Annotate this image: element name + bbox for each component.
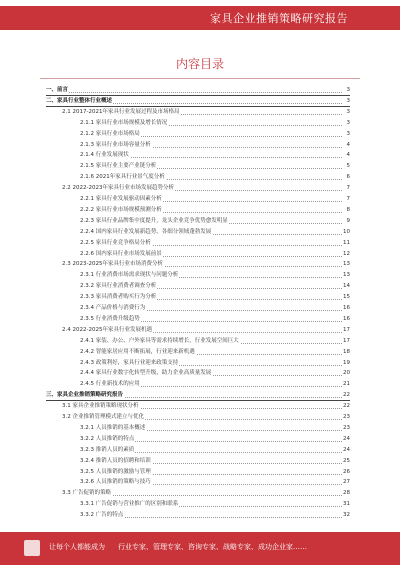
toc-page-number: 17 <box>343 337 350 344</box>
toc-page-number: 23 <box>343 414 350 420</box>
toc-entry-label: 2.4.1 家装、办公、户外家具等需求持续增长，行业发展空间巨大 <box>80 337 239 344</box>
toc-entry[interactable] <box>0 250 400 258</box>
toc-entry[interactable] <box>0 489 400 497</box>
toc-page-number: 18 <box>343 348 350 355</box>
toc-entry[interactable] <box>0 130 400 138</box>
toc-entry-label: 2.2 2022-2023年家具行业市场发展趋势分析 <box>62 185 174 192</box>
section-underline <box>46 400 350 401</box>
toc-entry[interactable] <box>0 304 400 312</box>
toc-page-number: 10 <box>343 228 350 235</box>
toc-page-number: 13 <box>343 272 350 279</box>
toc-page-number: 3 <box>346 119 350 126</box>
toc-entry[interactable] <box>0 424 400 432</box>
toc-entry-label: 3.1 家具企业推销策略现状分析 <box>62 403 139 410</box>
toc-entry-label: 3.2.1 人员推销的基本概述 <box>80 424 146 431</box>
toc-page-number: 16 <box>343 315 350 322</box>
toc-entry-label: 2.3.2 家具行业消费者调查分析 <box>80 283 157 290</box>
toc-page-number: 9 <box>346 217 350 224</box>
toc-page-number: 22 <box>343 392 350 399</box>
toc-entry-label: 2.4.3 政策利好，家具行业迎来政策支持 <box>80 359 179 366</box>
toc-page-number: 27 <box>343 479 350 486</box>
toc-entry-label: 2.1.3 家具行业市场容量分析 <box>80 141 151 148</box>
toc-entry[interactable] <box>0 457 400 465</box>
toc-entry-label: 3.2.2 人员推销的特点 <box>80 435 135 442</box>
toc-entry-label: 2.2.4 国内家具行业发展新趋势，各细分领域蓬勃发展 <box>80 228 212 235</box>
toc-entry[interactable] <box>0 173 400 181</box>
toc-entry[interactable] <box>0 337 400 345</box>
toc-entry-label: 3.2 企业推销管理模式建立与优化 <box>62 414 144 420</box>
toc-entry-label: 3.2.3 推销人员的素质 <box>80 446 135 453</box>
toc-entry[interactable] <box>0 391 400 399</box>
toc-page-number: 13 <box>343 261 350 268</box>
toc-page-number: 31 <box>343 501 350 508</box>
toc-entry[interactable] <box>0 359 400 367</box>
toc-entry-label: 2.2.2 家具行业市场规模预测分析 <box>80 206 162 213</box>
toc-entry-label: 3.2.6 人员推销的策略与技巧 <box>80 479 151 486</box>
toc-page-number: 24 <box>343 435 350 442</box>
toc-page-number: 6 <box>346 174 350 181</box>
page-footer <box>0 532 400 565</box>
toc-entry-label: 二、家具行业整体行业概述 <box>46 97 113 104</box>
toc-entry-label: 2.4.2 智能家居应用不断拓展，行业迎来新机遇 <box>80 348 195 355</box>
toc-page-number: 21 <box>343 381 350 388</box>
toc-page-number: 4 <box>346 141 350 148</box>
toc-entry-label: 3.3.1 广告促销与营业推广的区别和联系 <box>80 501 179 508</box>
toc-entry[interactable] <box>0 108 400 116</box>
toc-entry-label: 3.2.5 人员推销的激励与管理 <box>80 468 151 475</box>
toc-entry-label: 2.3 2023-2025年家具行业市场消费分析 <box>62 261 163 268</box>
toc-entry[interactable] <box>0 260 400 268</box>
toc-entry[interactable] <box>0 141 400 149</box>
toc-page-number: 12 <box>343 250 350 257</box>
toc-page-number: 25 <box>343 457 350 464</box>
toc-page-number: 3 <box>346 87 350 93</box>
toc-entry-label: 2.1.1 家具行业市场规模及增长情况 <box>80 119 168 126</box>
toc-entry-label: 2.4.5 行业新技术的应用 <box>80 381 140 388</box>
toc-entry-label: 一、前言 <box>46 87 69 93</box>
toc-page-number: 8 <box>346 206 350 213</box>
toc-entry-label: 2.3.1 行业消费市场需求现状与问题分析 <box>80 272 179 279</box>
toc-page-number: 26 <box>343 468 350 475</box>
toc-entry[interactable] <box>0 239 400 247</box>
toc-entry-label: 3.3 广告促销的策略 <box>62 490 111 497</box>
toc-page-number: 15 <box>343 294 350 301</box>
toc-entry[interactable] <box>0 206 400 214</box>
toc-page-number: 7 <box>346 185 350 192</box>
toc-entry-label: 2.2.6 国内家具行业市场发展前景 <box>80 250 162 257</box>
toc-page-number: 24 <box>343 446 350 453</box>
toc-entry[interactable] <box>0 97 400 105</box>
toc-entry[interactable] <box>0 119 400 127</box>
section-underline <box>46 106 350 107</box>
toc-divider <box>40 78 360 79</box>
toc-entry[interactable] <box>0 511 400 519</box>
toc-page-number: 17 <box>343 326 350 333</box>
toc-page-number: 28 <box>343 490 350 497</box>
toc-entry-label: 2.3.5 行业消费升级趋势 <box>80 315 140 322</box>
toc-entry[interactable] <box>0 380 400 388</box>
toc-leader-dots <box>46 91 342 93</box>
toc-entry[interactable] <box>0 86 400 94</box>
toc-entry[interactable] <box>0 228 400 236</box>
toc-entry-label: 3.2.4 推销人员的招聘和培训 <box>80 457 151 464</box>
toc-entry[interactable] <box>0 162 400 170</box>
toc-entry-label: 2.1.4 行业发展现状 <box>80 152 129 159</box>
toc-entry-label: 2.2.5 家具行业竞争格局分析 <box>80 239 151 246</box>
toc-entry[interactable] <box>0 195 400 203</box>
toc-entry-label: 三、家具企业推销策略研究报告 <box>46 392 124 399</box>
toc-entry-label: 2.1.2 家具行业市场格局 <box>80 130 140 137</box>
footer-slogan-left: 让每个人都能成为 <box>49 543 105 551</box>
toc-page-number: 19 <box>343 359 350 366</box>
toc-entry-label: 2.3.3 家具消费者购买行为分析 <box>80 294 157 301</box>
toc-page-number: 3 <box>346 108 350 115</box>
page-header <box>0 0 400 36</box>
toc-entry[interactable] <box>0 500 400 508</box>
toc-entry[interactable] <box>0 348 400 356</box>
toc-entry[interactable] <box>0 315 400 323</box>
toc-page-number: 14 <box>343 283 350 290</box>
footer-slogan-right: 行业专家、管理专家、咨询专家、战略专家、成功企业家…… <box>118 543 307 551</box>
toc-entry-label: 2.1.6 2021年家具行业景气度分析 <box>80 174 165 181</box>
toc-page-number: 22 <box>343 403 350 410</box>
report-title: 家具企业推销策略研究报告 <box>210 12 348 25</box>
toc-page-number: 3 <box>346 130 350 137</box>
toc-entry[interactable] <box>0 151 400 159</box>
toc-entry[interactable] <box>0 184 400 192</box>
toc-page-number: 20 <box>343 370 350 377</box>
toc-entry[interactable] <box>0 369 400 377</box>
toc-entry-label: 2.1.5 家具行业主要产业链分析 <box>80 163 157 170</box>
toc-entry-label: 2.2.3 家具行业品牌集中度提升，龙头企业竞争优势愈发明显 <box>80 217 228 224</box>
toc-page-number: 11 <box>343 239 350 246</box>
brand-logo-icon <box>24 540 40 556</box>
toc-page-number: 4 <box>346 152 350 159</box>
section-underline <box>46 95 350 96</box>
toc-entry[interactable] <box>0 271 400 279</box>
toc-entry[interactable] <box>0 326 400 334</box>
toc-page-number: 5 <box>346 163 350 170</box>
toc-page-number: 7 <box>346 196 350 202</box>
toc-entry[interactable] <box>0 435 400 443</box>
toc-entry-label: 3.3.2 广告的特点 <box>80 512 124 519</box>
toc-page-number: 32 <box>343 512 350 519</box>
toc-heading: 内容目录 <box>175 57 224 71</box>
toc-entry-label: 2.4.4 家具行业数字化转型升级，助力企业高质量发展 <box>80 370 212 377</box>
toc-entry[interactable] <box>0 478 400 486</box>
toc-entry-label: 2.1 2017-2021年家具行业发展过程及市场格局 <box>62 108 180 115</box>
toc-entry[interactable] <box>0 293 400 301</box>
toc-entry[interactable] <box>0 217 400 225</box>
toc-entry[interactable] <box>0 282 400 290</box>
toc-entry-label: 2.4 2022-2025年家具行业发展机遇 <box>62 326 152 333</box>
toc-entry[interactable] <box>0 468 400 476</box>
toc-entry-label: 2.2.1 家具行业发展驱动因素分析 <box>80 196 162 202</box>
toc-entry[interactable] <box>0 413 400 421</box>
toc-page-number: 23 <box>343 424 350 431</box>
toc-page-number: 3 <box>346 97 350 104</box>
toc-entry[interactable] <box>0 446 400 454</box>
toc-entry-label: 2.3.4 产品价格与消费行为 <box>80 305 146 311</box>
toc-page-number: 16 <box>343 305 350 311</box>
toc-entry[interactable] <box>0 402 400 410</box>
